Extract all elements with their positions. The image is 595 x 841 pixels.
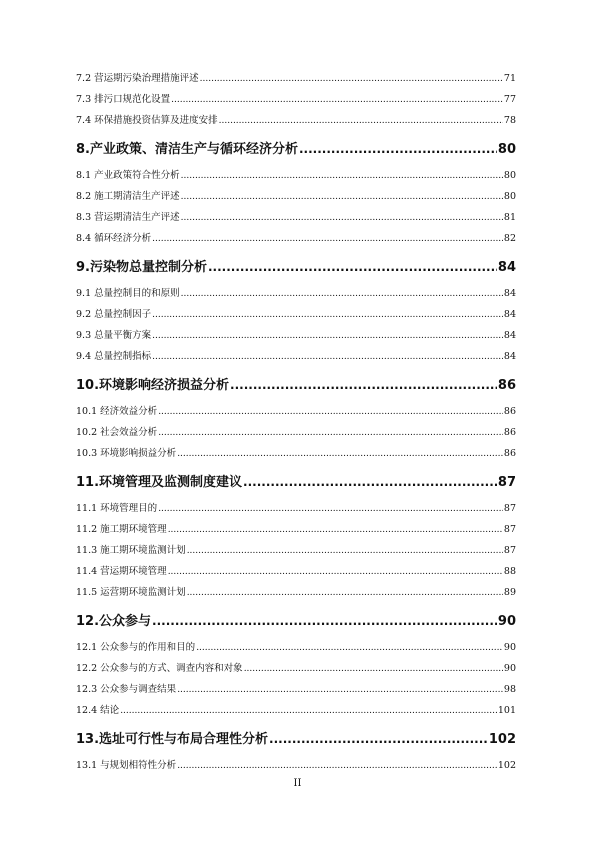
toc-section-entry[interactable] [76, 700, 516, 721]
toc-dot-leader [269, 727, 488, 751]
toc-entry-page: 77 [503, 94, 516, 105]
toc-entry-page: 87 [497, 475, 516, 490]
toc-entry-label: 13.1 与规划相符性分析 [76, 760, 177, 771]
toc-dot-leader [158, 402, 503, 423]
table-of-contents [76, 68, 516, 776]
toc-entry-label: 12.1 公众参与的作用和目的 [76, 642, 196, 653]
toc-section-entry[interactable] [76, 346, 516, 367]
toc-entry-label: 12.3 公众参与调查结果 [76, 684, 177, 695]
toc-entry-label: 12.2 公众参与的方式、调查内容和对象 [76, 663, 243, 674]
toc-entry-label: 11.5 运营期环境监测计划 [76, 587, 186, 598]
toc-entry-page: 86 [503, 406, 516, 417]
toc-dot-leader [244, 659, 503, 680]
toc-section-entry[interactable] [76, 679, 516, 700]
toc-section-entry[interactable] [76, 519, 516, 540]
toc-entry-label: 8.3 营运期清洁生产评述 [76, 212, 180, 223]
toc-dot-leader [181, 187, 503, 208]
toc-dot-leader [158, 499, 503, 520]
toc-entry-page: 78 [503, 115, 516, 126]
toc-entry-page: 102 [497, 760, 516, 771]
toc-entry-page: 80 [503, 191, 516, 202]
toc-section-entry[interactable] [76, 207, 516, 228]
toc-entry-page: 90 [503, 663, 516, 674]
toc-entry-page: 84 [503, 330, 516, 341]
toc-dot-leader [168, 562, 503, 583]
toc-entry-page: 80 [503, 170, 516, 181]
toc-entry-page: 84 [497, 260, 516, 275]
toc-chapter-entry[interactable] [76, 727, 516, 751]
toc-entry-page: 87 [503, 503, 516, 514]
toc-dot-leader [152, 347, 503, 368]
toc-entry-label: 10.2 社会效益分析 [76, 427, 158, 438]
toc-dot-leader [187, 583, 503, 604]
toc-entry-label: 7.2 营运期污染治理措施评述 [76, 73, 199, 84]
toc-entry-page: 81 [503, 212, 516, 223]
toc-dot-leader [196, 638, 503, 659]
toc-dot-leader [208, 255, 497, 279]
toc-entry-page: 86 [497, 378, 516, 393]
toc-dot-leader [152, 305, 503, 326]
toc-chapter-entry[interactable] [76, 373, 516, 397]
toc-section-entry[interactable] [76, 165, 516, 186]
toc-dot-leader [181, 284, 503, 305]
toc-section-entry[interactable] [76, 325, 516, 346]
toc-entry-label: 11.环境管理及监测制度建议 [76, 475, 243, 490]
toc-section-entry[interactable] [76, 68, 516, 89]
toc-entry-page: 98 [503, 684, 516, 695]
toc-dot-leader [230, 373, 497, 397]
toc-entry-label: 11.3 施工期环境监测计划 [76, 545, 186, 556]
toc-section-entry[interactable] [76, 401, 516, 422]
toc-entry-label: 7.3 排污口规范化设置 [76, 94, 171, 105]
toc-entry-page: 90 [503, 642, 516, 653]
toc-section-entry[interactable] [76, 304, 516, 325]
toc-section-entry[interactable] [76, 89, 516, 110]
toc-dot-leader [152, 326, 503, 347]
toc-entry-label: 9.4 总量控制指标 [76, 351, 152, 362]
toc-entry-page: 84 [503, 288, 516, 299]
toc-entry-label: 7.4 环保措施投资估算及进度安排 [76, 115, 218, 126]
toc-entry-label: 9.2 总量控制因子 [76, 309, 152, 320]
toc-dot-leader [171, 90, 503, 111]
toc-entry-page: 86 [503, 448, 516, 459]
toc-section-entry[interactable] [76, 283, 516, 304]
toc-dot-leader [299, 137, 497, 161]
toc-entry-label: 11.2 施工期环境管理 [76, 524, 167, 535]
toc-dot-leader [158, 423, 503, 444]
toc-entry-label: 11.1 环境管理目的 [76, 503, 158, 514]
toc-entry-label: 10.环境影响经济损益分析 [76, 378, 230, 393]
toc-section-entry[interactable] [76, 540, 516, 561]
toc-dot-leader [152, 609, 497, 633]
toc-entry-label: 11.4 营运期环境管理 [76, 566, 167, 577]
page-number: II [293, 778, 302, 789]
toc-entry-page: 86 [503, 427, 516, 438]
toc-entry-label: 9.污染物总量控制分析 [76, 260, 207, 275]
toc-section-entry[interactable] [76, 443, 516, 464]
toc-dot-leader [177, 444, 503, 465]
toc-section-entry[interactable] [76, 637, 516, 658]
toc-dot-leader [243, 470, 497, 494]
toc-dot-leader [177, 756, 497, 777]
toc-dot-leader [168, 520, 503, 541]
toc-dot-leader [181, 208, 503, 229]
toc-entry-label: 8.1 产业政策符合性分析 [76, 170, 180, 181]
toc-entry-page: 87 [503, 545, 516, 556]
toc-section-entry[interactable] [76, 498, 516, 519]
toc-section-entry[interactable] [76, 422, 516, 443]
toc-section-entry[interactable] [76, 561, 516, 582]
toc-dot-leader [152, 229, 503, 250]
toc-dot-leader [120, 701, 497, 722]
toc-dot-leader [181, 166, 503, 187]
toc-chapter-entry[interactable] [76, 255, 516, 279]
toc-entry-label: 9.1 总量控制目的和原则 [76, 288, 180, 299]
toc-chapter-entry[interactable] [76, 137, 516, 161]
toc-section-entry[interactable] [76, 755, 516, 776]
toc-section-entry[interactable] [76, 186, 516, 207]
toc-chapter-entry[interactable] [76, 609, 516, 633]
toc-section-entry[interactable] [76, 658, 516, 679]
toc-entry-page: 84 [503, 309, 516, 320]
toc-chapter-entry[interactable] [76, 470, 516, 494]
toc-entry-label: 12.公众参与 [76, 614, 152, 629]
toc-dot-leader [219, 111, 503, 132]
toc-section-entry[interactable] [76, 228, 516, 249]
toc-section-entry[interactable] [76, 110, 516, 131]
toc-entry-label: 8.产业政策、清洁生产与循环经济分析 [76, 142, 298, 157]
toc-entry-label: 10.1 经济效益分析 [76, 406, 158, 417]
toc-entry-page: 87 [503, 524, 516, 535]
toc-dot-leader [177, 680, 503, 701]
toc-entry-label: 13.选址可行性与布局合理性分析 [76, 732, 269, 747]
toc-entry-page: 90 [497, 614, 516, 629]
toc-entry-page: 89 [503, 587, 516, 598]
toc-entry-page: 80 [497, 142, 516, 157]
toc-entry-label: 8.2 施工期清洁生产评述 [76, 191, 180, 202]
toc-entry-page: 84 [503, 351, 516, 362]
toc-dot-leader [200, 69, 503, 90]
toc-entry-label: 8.4 循环经济分析 [76, 233, 152, 244]
toc-entry-label: 12.4 结论 [76, 705, 120, 716]
toc-entry-page: 101 [497, 705, 516, 716]
toc-entry-page: 71 [503, 73, 516, 84]
toc-entry-page: 102 [488, 732, 516, 747]
toc-entry-label: 10.3 环境影响损益分析 [76, 448, 177, 459]
toc-entry-label: 9.3 总量平衡方案 [76, 330, 152, 341]
toc-dot-leader [187, 541, 503, 562]
toc-entry-page: 82 [503, 233, 516, 244]
toc-section-entry[interactable] [76, 582, 516, 603]
toc-entry-page: 88 [503, 566, 516, 577]
